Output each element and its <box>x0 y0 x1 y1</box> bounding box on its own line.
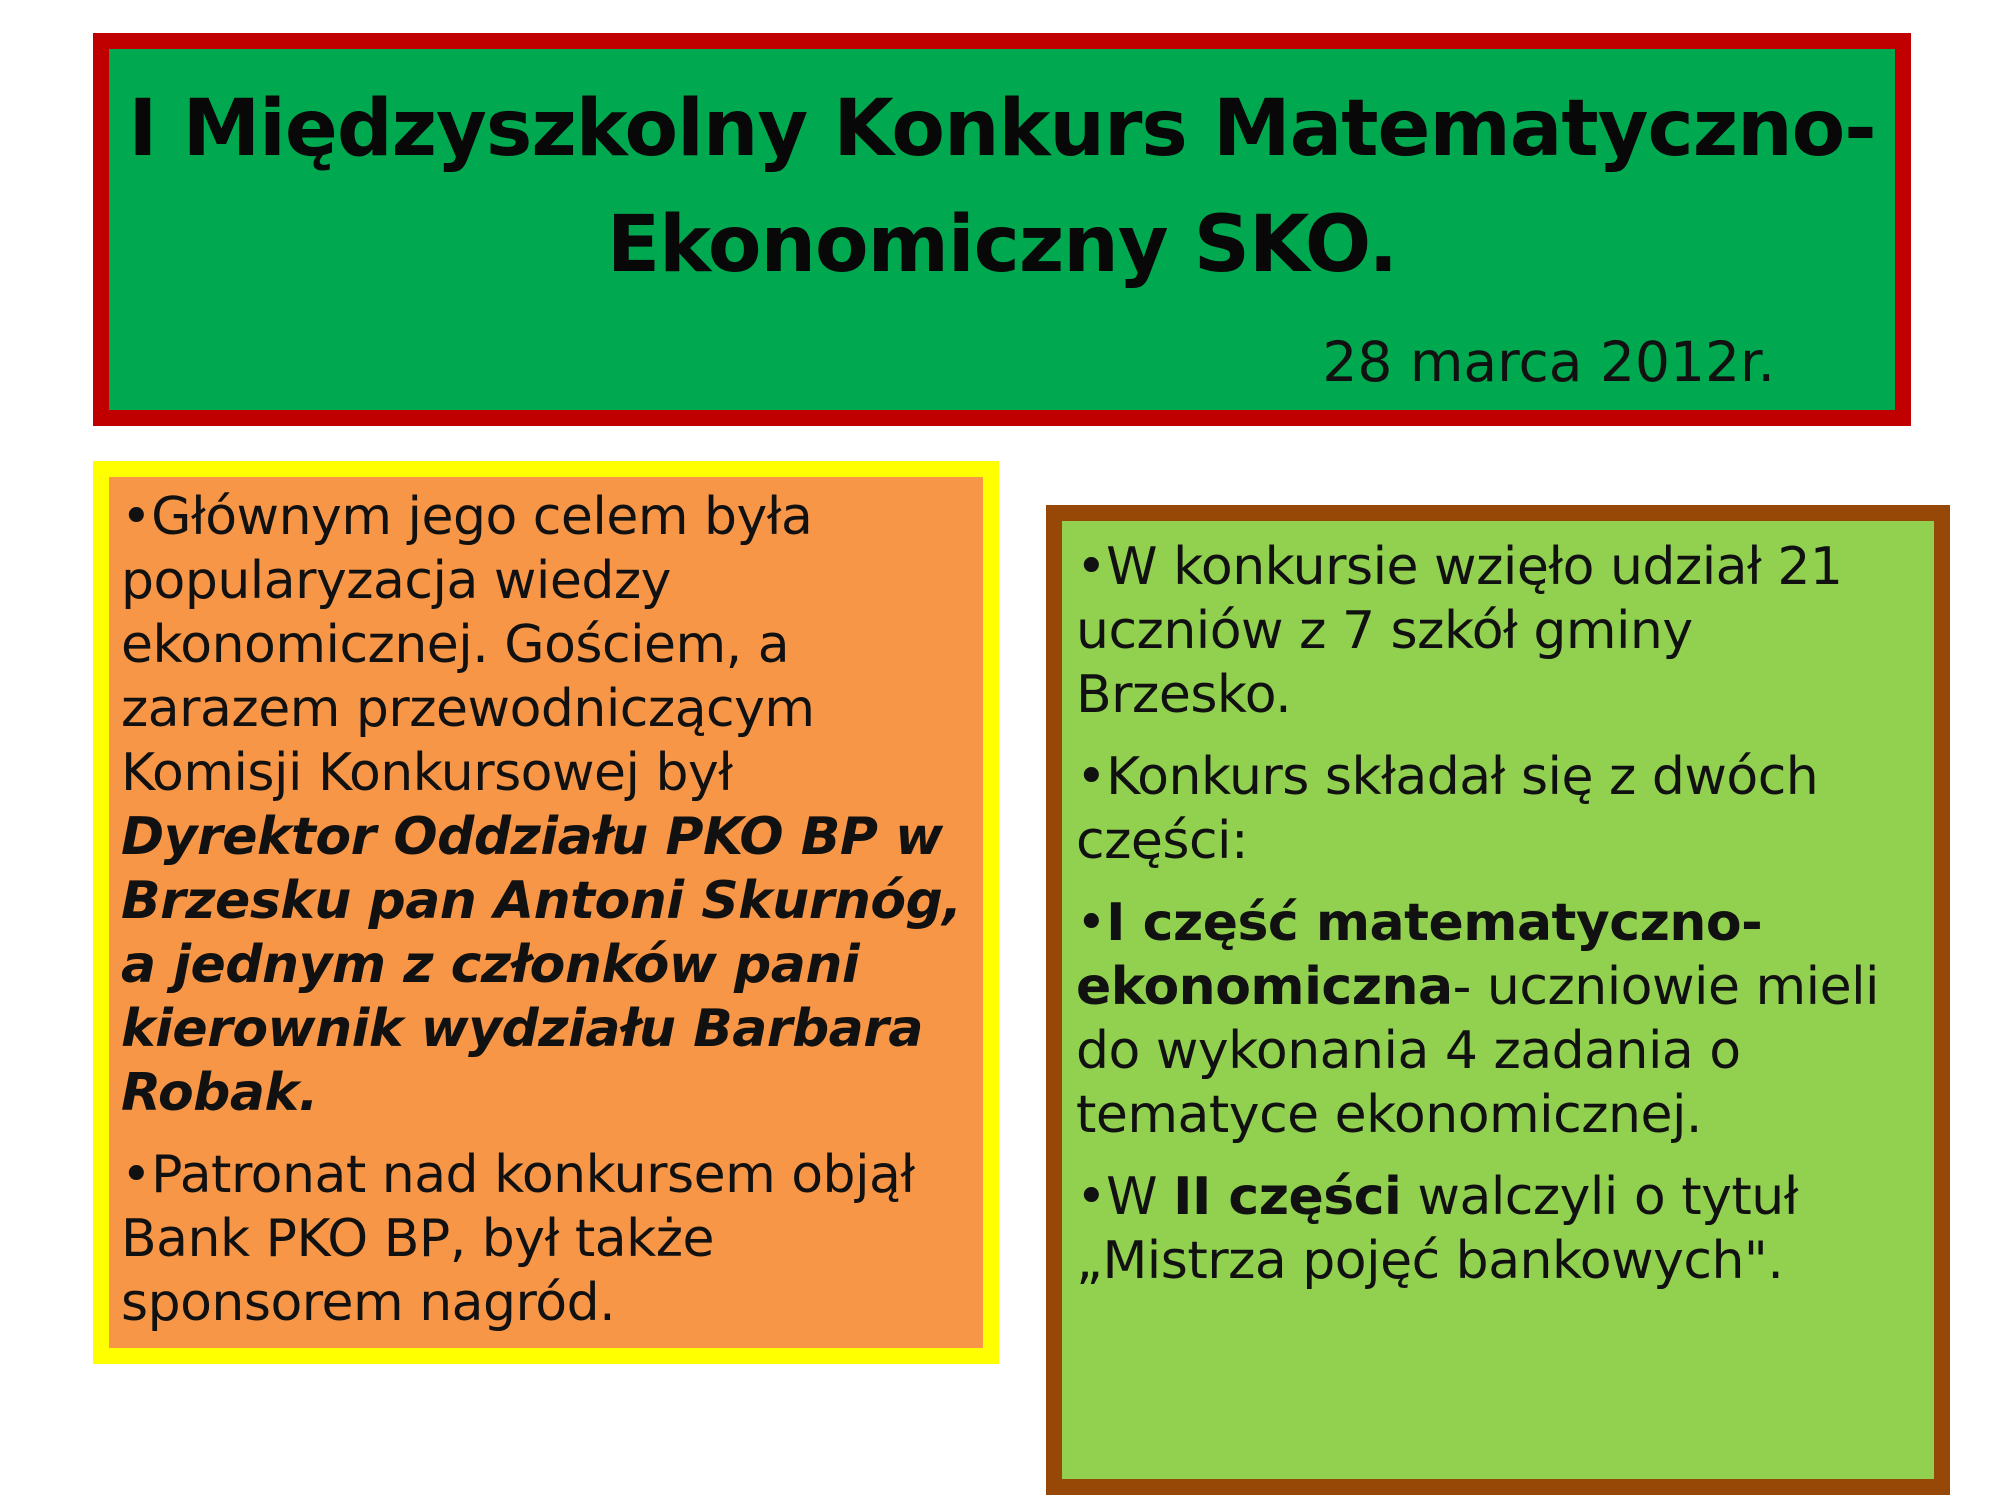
left-info-panel <box>93 461 999 1364</box>
part-two-text: walczyli o tytuł „Mistrza pojęć bankowych". <box>1076 1167 1798 1291</box>
goal-text: •Głównym jego celem była popularyzacja wiedzy ekonomicznej. Gościem, a zarazem przewodniczącym Komisji Konkursowej był <box>121 487 815 803</box>
title-box <box>93 33 1911 426</box>
part-one-text: - uczniowie mieli do wykonania 4 zadania o tematyce ekonomicznej. <box>1076 957 1879 1145</box>
event-date: 28 marca 2012r. <box>1322 330 1775 394</box>
right-paragraph-part-two <box>1076 1165 1920 1293</box>
left-paragraph-goal <box>121 485 971 1125</box>
right-info-panel <box>1046 505 1950 1495</box>
right-paragraph-part-one <box>1076 891 1920 1147</box>
part-two-title: II części <box>1173 1167 1402 1227</box>
right-paragraph-parts: •Konkurs składał się z dwóch części: <box>1076 747 1819 871</box>
left-paragraph-patronage: •Patronat nad konkursem objął Bank PKO BP, był także sponsorem nagród. <box>121 1145 915 1333</box>
right-paragraph-participants: •W konkursie wzięło udział 21 uczniów z 7 szkół gminy Brzesko. <box>1076 537 1843 725</box>
page-title: I Międzyszkolny Konkurs Matematyczno-Ekonomiczny SKO. <box>128 84 1876 290</box>
guests-emphasis: Dyrektor Oddziału PKO BP w Brzesku pan Antoni Skurnóg, a jednym z członków pani kierownik wydziału Barbara Robak. <box>121 807 962 1123</box>
part-one-bullet: • <box>1076 893 1107 953</box>
part-one-title: I część matematyczno-ekonomiczna <box>1076 893 1763 1017</box>
part-two-prefix: •W <box>1076 1167 1174 1227</box>
